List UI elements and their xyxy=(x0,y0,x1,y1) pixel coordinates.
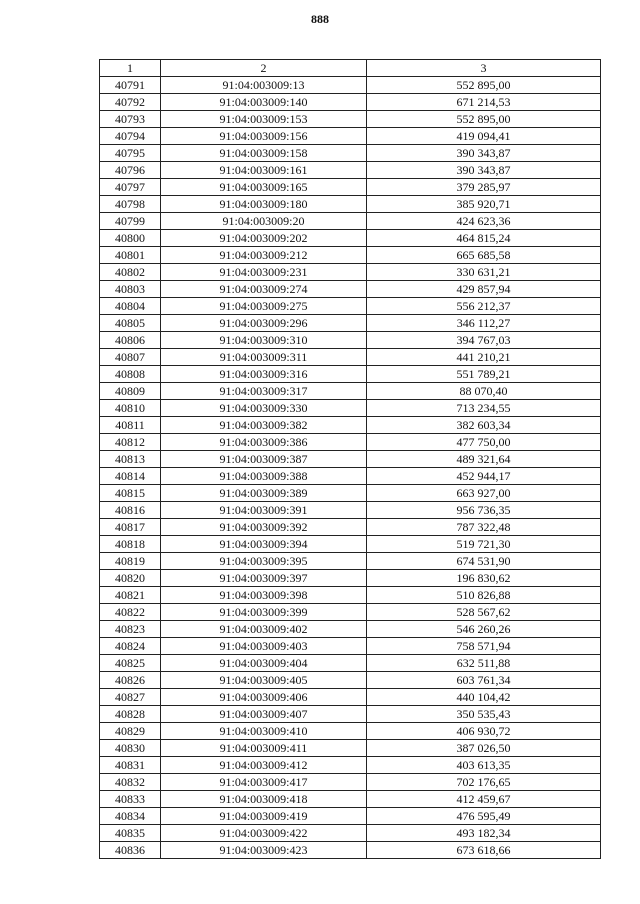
cadastral-number-cell: 91:04:003009:275 xyxy=(161,298,367,315)
cadastral-number-cell: 91:04:003009:423 xyxy=(161,842,367,859)
cadastral-value-cell: 346 112,27 xyxy=(367,315,601,332)
row-number-cell: 40824 xyxy=(100,638,161,655)
cadastral-value-cell: 665 685,58 xyxy=(367,247,601,264)
row-number-cell: 40818 xyxy=(100,536,161,553)
table-row xyxy=(100,757,601,774)
table-row xyxy=(100,383,601,400)
row-number-cell: 40822 xyxy=(100,604,161,621)
cadastral-value-cell: 702 176,65 xyxy=(367,774,601,791)
cadastral-value-cell: 419 094,41 xyxy=(367,128,601,145)
table-row xyxy=(100,723,601,740)
cadastral-number-cell: 91:04:003009:158 xyxy=(161,145,367,162)
table-row xyxy=(100,638,601,655)
cadastral-number-cell: 91:04:003009:403 xyxy=(161,638,367,655)
row-number-cell: 40811 xyxy=(100,417,161,434)
cadastral-value-cell: 477 750,00 xyxy=(367,434,601,451)
registry-table xyxy=(99,59,601,859)
cadastral-number-cell: 91:04:003009:412 xyxy=(161,757,367,774)
cadastral-number-cell: 91:04:003009:410 xyxy=(161,723,367,740)
table-row xyxy=(100,281,601,298)
row-number-cell: 40808 xyxy=(100,366,161,383)
cadastral-value-cell: 196 830,62 xyxy=(367,570,601,587)
row-number-cell: 40815 xyxy=(100,485,161,502)
cadastral-value-cell: 956 736,35 xyxy=(367,502,601,519)
table-row xyxy=(100,689,601,706)
row-number-cell: 40799 xyxy=(100,213,161,230)
cadastral-number-cell: 91:04:003009:402 xyxy=(161,621,367,638)
cadastral-value-cell: 385 920,71 xyxy=(367,196,601,213)
row-number-cell: 40836 xyxy=(100,842,161,859)
table-row xyxy=(100,366,601,383)
cadastral-value-cell: 440 104,42 xyxy=(367,689,601,706)
row-number-cell: 40814 xyxy=(100,468,161,485)
row-number-cell: 40817 xyxy=(100,519,161,536)
row-number-cell: 40807 xyxy=(100,349,161,366)
cadastral-value-cell: 330 631,21 xyxy=(367,264,601,281)
row-number-cell: 40819 xyxy=(100,553,161,570)
cadastral-number-cell: 91:04:003009:392 xyxy=(161,519,367,536)
cadastral-value-cell: 546 260,26 xyxy=(367,621,601,638)
cadastral-value-cell: 403 613,35 xyxy=(367,757,601,774)
cadastral-value-cell: 429 857,94 xyxy=(367,281,601,298)
row-number-cell: 40829 xyxy=(100,723,161,740)
table-row xyxy=(100,298,601,315)
cadastral-value-cell: 758 571,94 xyxy=(367,638,601,655)
cadastral-value-cell: 387 026,50 xyxy=(367,740,601,757)
row-number-cell: 40798 xyxy=(100,196,161,213)
table-row xyxy=(100,570,601,587)
row-number-cell: 40835 xyxy=(100,825,161,842)
cadastral-number-cell: 91:04:003009:387 xyxy=(161,451,367,468)
row-number-cell: 40805 xyxy=(100,315,161,332)
cadastral-number-cell: 91:04:003009:165 xyxy=(161,179,367,196)
table-row xyxy=(100,315,601,332)
cadastral-value-cell: 519 721,30 xyxy=(367,536,601,553)
cadastral-value-cell: 424 623,36 xyxy=(367,213,601,230)
cadastral-value-cell: 390 343,87 xyxy=(367,162,601,179)
row-number-cell: 40827 xyxy=(100,689,161,706)
cadastral-number-cell: 91:04:003009:310 xyxy=(161,332,367,349)
row-number-cell: 40800 xyxy=(100,230,161,247)
cadastral-value-cell: 412 459,67 xyxy=(367,791,601,808)
cadastral-number-cell: 91:04:003009:419 xyxy=(161,808,367,825)
row-number-cell: 40794 xyxy=(100,128,161,145)
cadastral-value-cell: 489 321,64 xyxy=(367,451,601,468)
table-row xyxy=(100,740,601,757)
cadastral-number-cell: 91:04:003009:274 xyxy=(161,281,367,298)
cadastral-value-cell: 382 603,34 xyxy=(367,417,601,434)
cadastral-value-cell: 552 895,00 xyxy=(367,111,601,128)
row-number-cell: 40821 xyxy=(100,587,161,604)
cadastral-number-cell: 91:04:003009:311 xyxy=(161,349,367,366)
table-row xyxy=(100,774,601,791)
cadastral-value-cell: 493 182,34 xyxy=(367,825,601,842)
cadastral-value-cell: 674 531,90 xyxy=(367,553,601,570)
table-row xyxy=(100,519,601,536)
row-number-cell: 40828 xyxy=(100,706,161,723)
row-number-cell: 40813 xyxy=(100,451,161,468)
table-row xyxy=(100,621,601,638)
row-number-cell: 40795 xyxy=(100,145,161,162)
table-row xyxy=(100,468,601,485)
row-number-cell: 40833 xyxy=(100,791,161,808)
cadastral-value-cell: 88 070,40 xyxy=(367,383,601,400)
cadastral-value-cell: 452 944,17 xyxy=(367,468,601,485)
table-row xyxy=(100,485,601,502)
cadastral-number-cell: 91:04:003009:330 xyxy=(161,400,367,417)
table-row xyxy=(100,196,601,213)
row-number-cell: 40820 xyxy=(100,570,161,587)
table-row xyxy=(100,264,601,281)
table-row xyxy=(100,842,601,859)
row-number-cell: 40803 xyxy=(100,281,161,298)
column-header-1: 1 xyxy=(100,60,161,77)
header-row xyxy=(100,60,601,77)
table-row xyxy=(100,332,601,349)
cadastral-number-cell: 91:04:003009:388 xyxy=(161,468,367,485)
cadastral-value-cell: 394 767,03 xyxy=(367,332,601,349)
cadastral-value-cell: 350 535,43 xyxy=(367,706,601,723)
cadastral-value-cell: 632 511,88 xyxy=(367,655,601,672)
table-row xyxy=(100,400,601,417)
row-number-cell: 40792 xyxy=(100,94,161,111)
column-header-3: 3 xyxy=(367,60,601,77)
row-number-cell: 40802 xyxy=(100,264,161,281)
cadastral-number-cell: 91:04:003009:422 xyxy=(161,825,367,842)
cadastral-number-cell: 91:04:003009:156 xyxy=(161,128,367,145)
cadastral-value-cell: 510 826,88 xyxy=(367,587,601,604)
table-row xyxy=(100,587,601,604)
cadastral-number-cell: 91:04:003009:153 xyxy=(161,111,367,128)
table-row xyxy=(100,604,601,621)
cadastral-number-cell: 91:04:003009:391 xyxy=(161,502,367,519)
cadastral-number-cell: 91:04:003009:418 xyxy=(161,791,367,808)
table-row xyxy=(100,672,601,689)
row-number-cell: 40801 xyxy=(100,247,161,264)
cadastral-number-cell: 91:04:003009:20 xyxy=(161,213,367,230)
cadastral-value-cell: 673 618,66 xyxy=(367,842,601,859)
cadastral-number-cell: 91:04:003009:397 xyxy=(161,570,367,587)
row-number-cell: 40823 xyxy=(100,621,161,638)
table-row xyxy=(100,128,601,145)
table-row xyxy=(100,111,601,128)
table-row xyxy=(100,502,601,519)
table-row xyxy=(100,77,601,94)
row-number-cell: 40793 xyxy=(100,111,161,128)
cadastral-number-cell: 91:04:003009:161 xyxy=(161,162,367,179)
table-row xyxy=(100,230,601,247)
cadastral-number-cell: 91:04:003009:407 xyxy=(161,706,367,723)
table-row xyxy=(100,434,601,451)
page-number: 888 xyxy=(311,12,329,26)
cadastral-value-cell: 390 343,87 xyxy=(367,145,601,162)
table-row xyxy=(100,536,601,553)
row-number-cell: 40804 xyxy=(100,298,161,315)
table-row xyxy=(100,145,601,162)
row-number-cell: 40796 xyxy=(100,162,161,179)
column-header-2: 2 xyxy=(161,60,367,77)
cadastral-value-cell: 476 595,49 xyxy=(367,808,601,825)
table-row xyxy=(100,349,601,366)
cadastral-number-cell: 91:04:003009:180 xyxy=(161,196,367,213)
row-number-cell: 40830 xyxy=(100,740,161,757)
cadastral-number-cell: 91:04:003009:398 xyxy=(161,587,367,604)
row-number-cell: 40825 xyxy=(100,655,161,672)
cadastral-value-cell: 713 234,55 xyxy=(367,400,601,417)
cadastral-number-cell: 91:04:003009:405 xyxy=(161,672,367,689)
row-number-cell: 40826 xyxy=(100,672,161,689)
table-row xyxy=(100,451,601,468)
table-row xyxy=(100,553,601,570)
cadastral-value-cell: 551 789,21 xyxy=(367,366,601,383)
cadastral-number-cell: 91:04:003009:212 xyxy=(161,247,367,264)
cadastral-value-cell: 556 212,37 xyxy=(367,298,601,315)
table-row xyxy=(100,808,601,825)
cadastral-number-cell: 91:04:003009:417 xyxy=(161,774,367,791)
cadastral-number-cell: 91:04:003009:406 xyxy=(161,689,367,706)
row-number-cell: 40812 xyxy=(100,434,161,451)
table-row xyxy=(100,706,601,723)
table-row xyxy=(100,94,601,111)
table-row xyxy=(100,825,601,842)
cadastral-number-cell: 91:04:003009:316 xyxy=(161,366,367,383)
cadastral-number-cell: 91:04:003009:411 xyxy=(161,740,367,757)
row-number-cell: 40816 xyxy=(100,502,161,519)
cadastral-number-cell: 91:04:003009:13 xyxy=(161,77,367,94)
cadastral-number-cell: 91:04:003009:399 xyxy=(161,604,367,621)
cadastral-number-cell: 91:04:003009:386 xyxy=(161,434,367,451)
row-number-cell: 40834 xyxy=(100,808,161,825)
table-row xyxy=(100,213,601,230)
cadastral-value-cell: 671 214,53 xyxy=(367,94,601,111)
cadastral-value-cell: 464 815,24 xyxy=(367,230,601,247)
cadastral-number-cell: 91:04:003009:404 xyxy=(161,655,367,672)
cadastral-number-cell: 91:04:003009:296 xyxy=(161,315,367,332)
cadastral-value-cell: 603 761,34 xyxy=(367,672,601,689)
table-row xyxy=(100,179,601,196)
cadastral-number-cell: 91:04:003009:389 xyxy=(161,485,367,502)
row-number-cell: 40810 xyxy=(100,400,161,417)
row-number-cell: 40809 xyxy=(100,383,161,400)
row-number-cell: 40791 xyxy=(100,77,161,94)
cadastral-value-cell: 379 285,97 xyxy=(367,179,601,196)
cadastral-number-cell: 91:04:003009:394 xyxy=(161,536,367,553)
cadastral-number-cell: 91:04:003009:202 xyxy=(161,230,367,247)
cadastral-number-cell: 91:04:003009:140 xyxy=(161,94,367,111)
cadastral-number-cell: 91:04:003009:231 xyxy=(161,264,367,281)
cadastral-number-cell: 91:04:003009:395 xyxy=(161,553,367,570)
cadastral-number-cell: 91:04:003009:382 xyxy=(161,417,367,434)
row-number-cell: 40797 xyxy=(100,179,161,196)
cadastral-value-cell: 552 895,00 xyxy=(367,77,601,94)
cadastral-value-cell: 441 210,21 xyxy=(367,349,601,366)
cadastral-value-cell: 406 930,72 xyxy=(367,723,601,740)
table-row xyxy=(100,417,601,434)
table-row xyxy=(100,655,601,672)
table-row xyxy=(100,247,601,264)
cadastral-value-cell: 787 322,48 xyxy=(367,519,601,536)
cadastral-number-cell: 91:04:003009:317 xyxy=(161,383,367,400)
row-number-cell: 40832 xyxy=(100,774,161,791)
cadastral-value-cell: 663 927,00 xyxy=(367,485,601,502)
cadastral-value-cell: 528 567,62 xyxy=(367,604,601,621)
row-number-cell: 40831 xyxy=(100,757,161,774)
table-row xyxy=(100,791,601,808)
table-row xyxy=(100,162,601,179)
row-number-cell: 40806 xyxy=(100,332,161,349)
